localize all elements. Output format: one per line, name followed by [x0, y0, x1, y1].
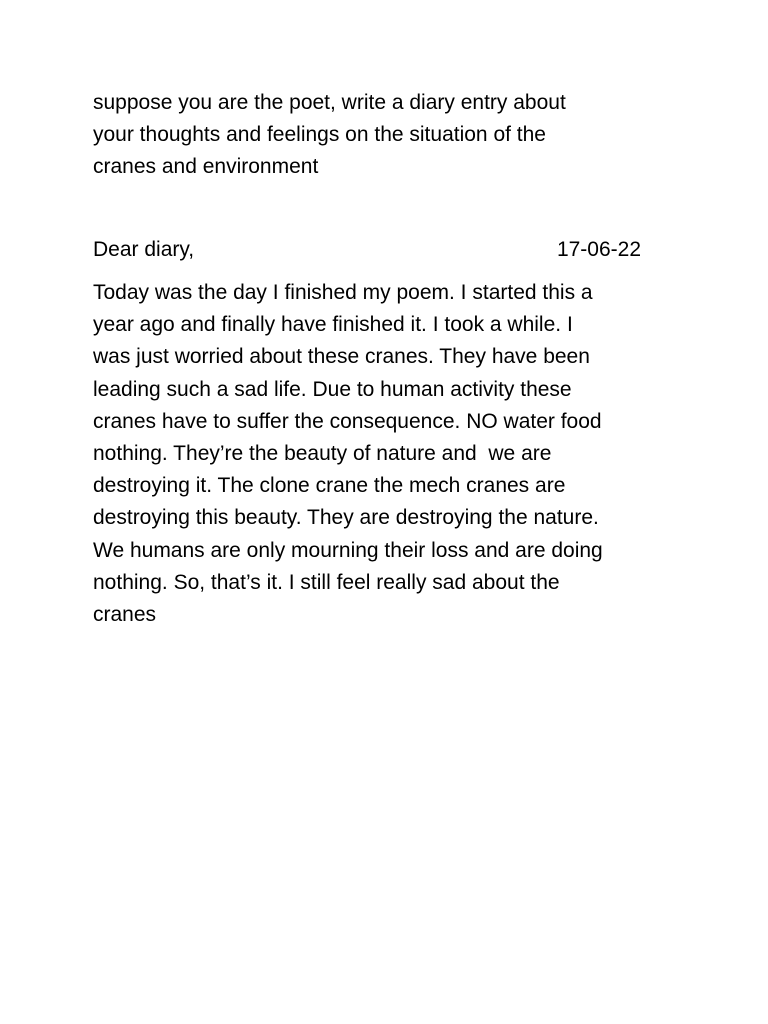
- body-line: nothing. So, that’s it. I still feel really sad about the: [93, 570, 560, 594]
- prompt-line: your thoughts and feelings on the situation of the: [93, 123, 546, 147]
- prompt-line: cranes and environment: [93, 155, 319, 179]
- body-line: cranes have to suffer the consequence. NO water food: [93, 409, 602, 433]
- body-line: year ago and finally have finished it. I took a while. I: [93, 313, 573, 337]
- diary-header: [93, 234, 641, 266]
- body-line: Today was the day I finished my poem. I started this a: [93, 281, 593, 304]
- body-line: cranes: [93, 603, 157, 627]
- body-line: destroying it. The clone crane the mech cranes are: [93, 474, 566, 498]
- body-line: was just worried about these cranes. They have been: [93, 345, 590, 369]
- prompt-line: suppose you are the poet, write a diary entry about: [93, 91, 566, 114]
- body-line: leading such a sad life. Due to human activity these: [93, 377, 572, 401]
- body-line: We humans are only mourning their loss and are doing: [93, 538, 603, 562]
- diary-salutation: Dear diary,: [93, 238, 195, 261]
- body-line: destroying this beauty. They are destroying the nature.: [93, 506, 599, 530]
- diary-date: 17-06-22: [556, 238, 641, 261]
- writing-prompt: [93, 87, 693, 184]
- body-line: nothing. They’re the beauty of nature and we are: [93, 442, 552, 466]
- diary-body: [93, 277, 713, 631]
